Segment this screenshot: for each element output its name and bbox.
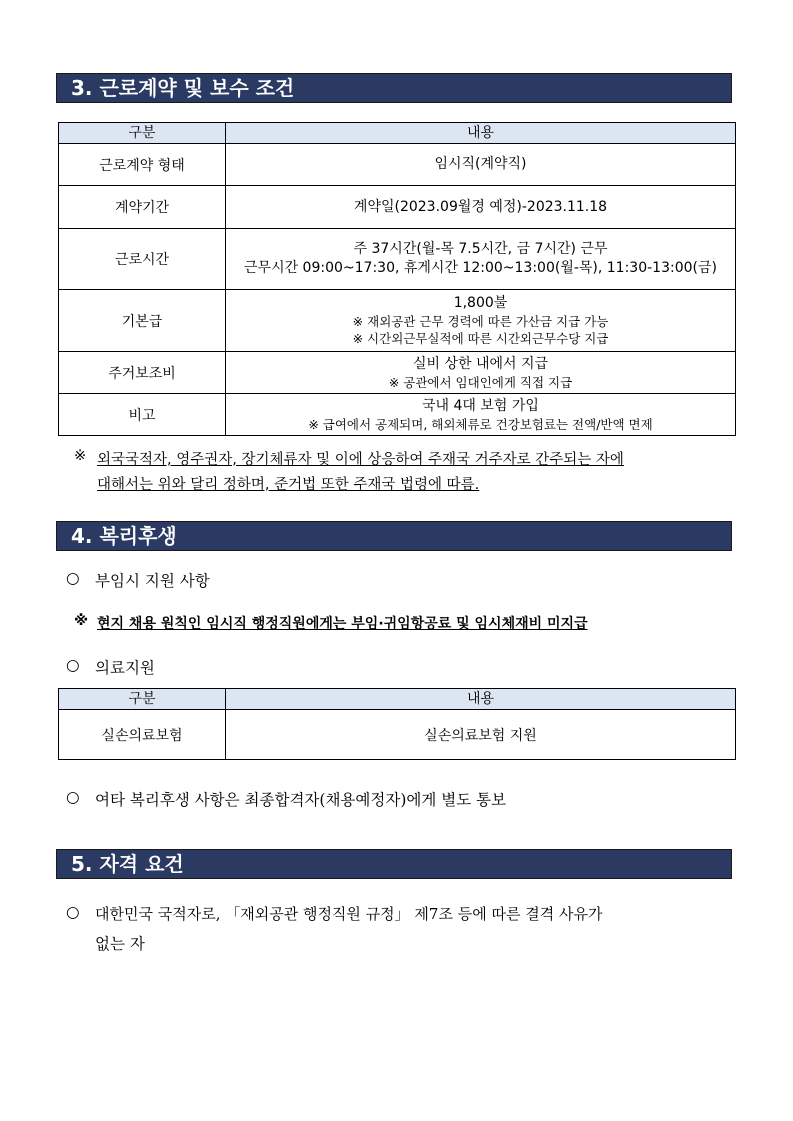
row-label: 주거보조비 [59,352,226,394]
relocation-support-item: 부임시 지원 사항 [95,572,210,590]
bullet-icon: ○ [66,788,80,806]
row-line: 근무시간 09:00~17:30, 휴게시간 12:00~13:00(월-목), 11:30-13:00(금) [244,260,717,276]
row-line: ※ 공관에서 임대인에게 직접 지급 [388,374,573,390]
row-value [226,290,736,352]
row-value [226,186,736,229]
row-line: ※ 급여에서 공제되며, 해외체류로 건강보험료는 전액/반액 면제 [308,416,653,432]
row-label: 근로시간 [59,229,226,290]
section-5-header: 5. 자격 요건 [56,849,732,879]
reference-mark: ※ [74,613,89,629]
row-value [226,394,736,436]
row-label: 기본급 [59,290,226,352]
qualification-line-1: 대한민국 국적자로, 「재외공관 행정직원 규정」 제7조 등에 따른 결격 사유가 [95,905,603,923]
row-line: 주 37시간(월-목 7.5시간, 금 7시간) 근무 [353,241,608,257]
foreigner-note-line-2: 대해서는 위와 달리 정하며, 준거법 또한 주재국 법령에 따름. [97,477,480,493]
medical-table [58,688,736,760]
row-line: 임시직(계약직) [434,156,527,172]
foreigner-note-line-1: 외국국적자, 영주권자, 장기체류자 및 이에 상응하여 주재국 거주자로 간주되는 자에 [97,452,624,468]
row-value [226,229,736,290]
qualification-line-2: 없는 자 [95,935,145,953]
table-row [59,229,736,290]
section-4-header: 4. 복리후생 [56,521,732,551]
bullet-icon: ○ [66,656,80,674]
table-header-category: 구분 [59,123,226,144]
reference-mark: ※ [74,448,87,464]
section-3-header: 3. 근로계약 및 보수 조건 [56,73,732,103]
row-value [226,352,736,394]
row-label: 비고 [59,394,226,436]
row-label: 실손의료보험 [59,710,226,760]
row-line: ※ 재외공관 근무 경력에 따른 가산금 지급 가능 [352,314,609,329]
row-value [226,144,736,186]
row-line: ※ 시간외근무실적에 따른 시간외근무수당 지급 [352,331,609,346]
table-row [59,394,736,436]
table-header-category: 구분 [59,689,226,710]
row-line: 계약일(2023.09월경 예정)-2023.11.18 [353,198,608,215]
medical-support-item: 의료지원 [95,659,155,677]
bullet-icon: ○ [66,903,80,921]
table-row [59,186,736,229]
row-line: 실비 상한 내에서 지급 [412,355,549,372]
table-row [59,352,736,394]
row-value: 실손의료보험 지원 [226,710,736,760]
bullet-icon: ○ [66,569,80,587]
contract-table [58,122,736,436]
other-benefits-item: 여타 복리후생 사항은 최종합격자(채용예정자)에게 별도 통보 [95,791,507,809]
table-header-content: 내용 [226,689,736,710]
table-row [59,290,736,352]
row-label: 근로계약 형태 [59,144,226,186]
row-line: 국내 4대 보험 가입 [422,397,539,414]
table-header-content: 내용 [226,123,736,144]
table-row [59,144,736,186]
row-line: 1,800불 [453,295,508,311]
airfare-notice: 현지 채용 원칙인 임시직 행정직원에게는 부임·귀임항공료 및 임시체재비 미지급 [97,616,588,632]
row-label: 계약기간 [59,186,226,229]
table-row [59,710,736,760]
